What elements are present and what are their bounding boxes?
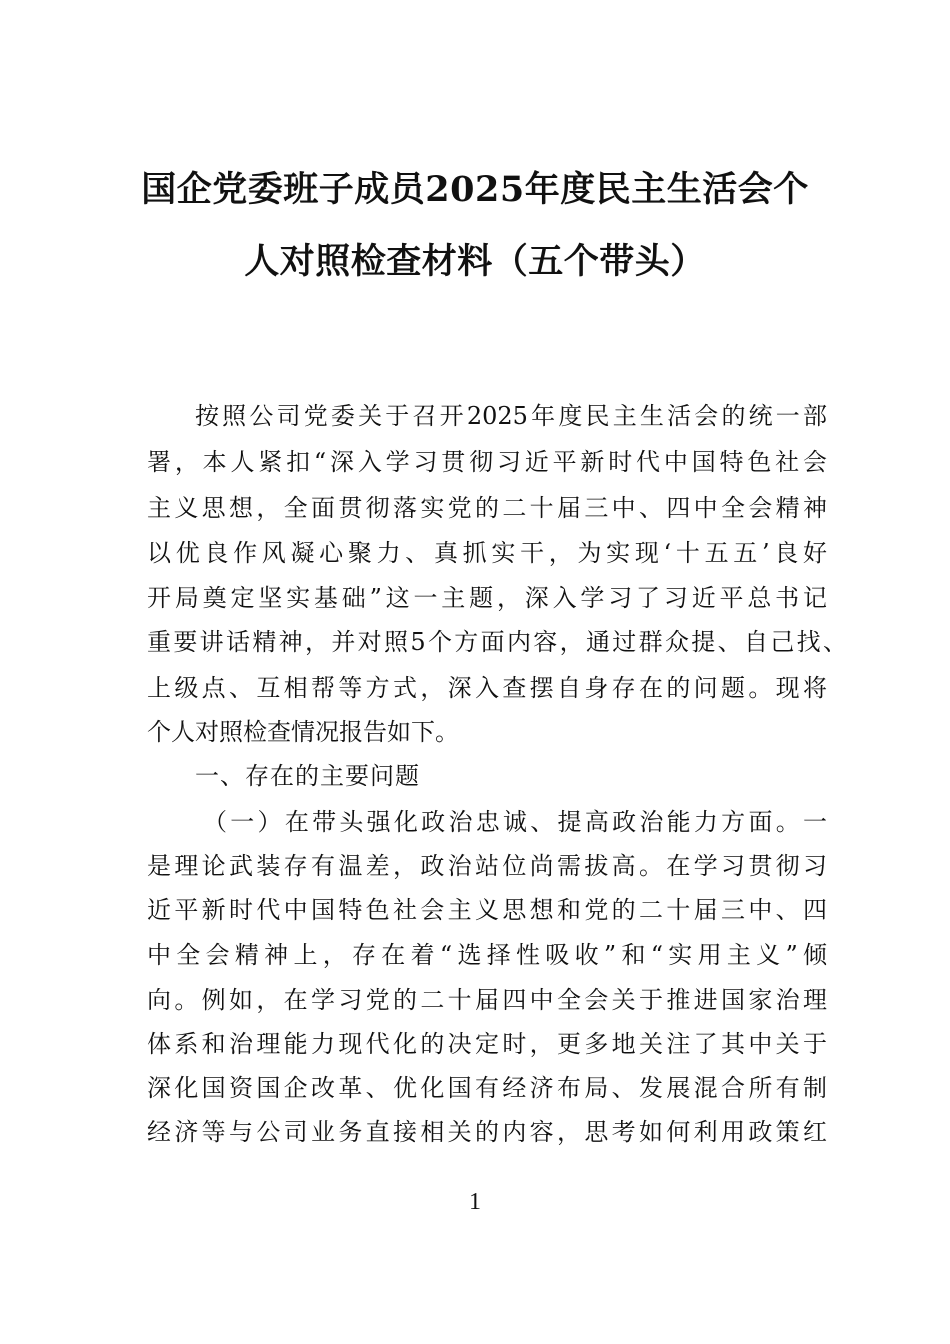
document-title-line-1: 国企党委班子成员2025年度民主生活会个 <box>141 169 809 210</box>
intro-paragraph-line: 开局奠定坚实基础”这一主题，深入学习了习近平总书记 <box>147 584 827 612</box>
subsection-paragraph-line: 向。例如，在学习党的二十届四中全会关于推进国家治理 <box>147 986 827 1014</box>
subsection-paragraph-line: 中全会精神上，存在着“选择性吸收”和“实用主义”倾 <box>147 941 827 969</box>
subsection-paragraph-line: （一）在带头强化政治忠诚、提高政治能力方面。一 <box>203 808 827 836</box>
intro-paragraph-line: 署，本人紧扣“深入学习贯彻习近平新时代中国特色社会 <box>147 448 827 476</box>
subsection-paragraph-line: 经济等与公司业务直接相关的内容，思考如何利用政策红 <box>147 1118 827 1146</box>
intro-paragraph-line: 以优良作风凝心聚力、真抓实干，为实现‘十五五’良好 <box>147 539 827 567</box>
subsection-paragraph-line: 是理论武装存有温差，政治站位尚需拔高。在学习贯彻习 <box>147 852 827 880</box>
subsection-paragraph-line: 体系和治理能力现代化的决定时，更多地关注了其中关于 <box>147 1030 827 1058</box>
intro-paragraph-line: 重要讲话精神，并对照5个方面内容，通过群众提、自己找、 <box>147 628 847 656</box>
section-heading: 一、存在的主要问题 <box>195 762 420 790</box>
intro-paragraph-line: 上级点、互相帮等方式，深入查摆自身存在的问题。现将 <box>147 674 827 702</box>
subsection-paragraph-line: 近平新时代中国特色社会主义思想和党的二十届三中、四 <box>147 896 827 924</box>
intro-paragraph-line: 按照公司党委关于召开2025年度民主生活会的统一部 <box>195 402 827 430</box>
document-title-line-2: 人对照检查材料（五个带头） <box>244 241 706 282</box>
subsection-paragraph-line: 深化国资国企改革、优化国有经济布局、发展混合所有制 <box>147 1074 827 1102</box>
intro-paragraph-line: 个人对照检查情况报告如下。 <box>147 718 459 746</box>
page-number: 1 <box>469 1189 481 1215</box>
intro-paragraph-line: 主义思想，全面贯彻落实党的二十届三中、四中全会精神 <box>147 494 827 522</box>
